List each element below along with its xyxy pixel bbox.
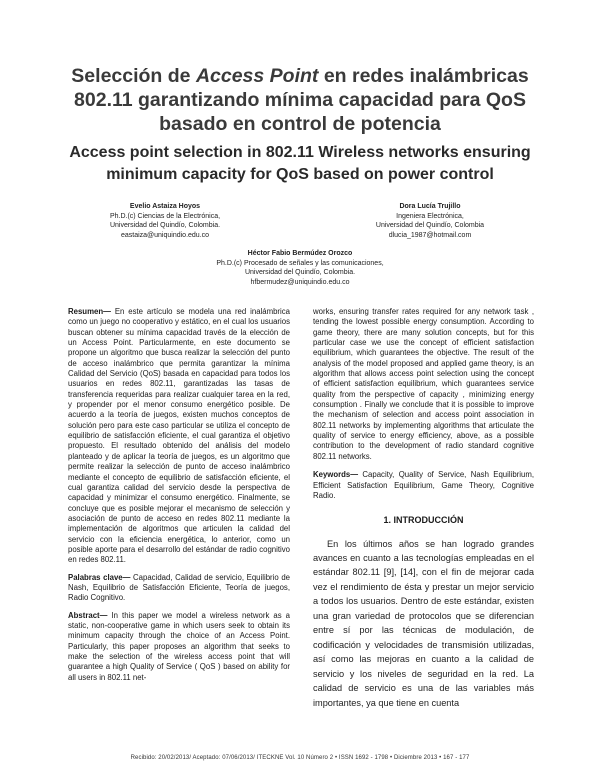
author-name: Evelio Astaiza Hoyos — [129, 203, 201, 210]
author-institution: Universidad del Quindío, Colombia. — [109, 222, 221, 229]
title-spanish-line1: Selección de Access Point en redes inalámbricas — [71, 65, 529, 87]
palabras-clave-paragraph — [68, 573, 290, 604]
title-spanish-line3: basado en control de potencia — [159, 113, 441, 135]
author-email[interactable]: eastaiza@uniquindio.edu.co — [120, 231, 210, 239]
title-english-line2: minimum capacity for QoS based on power control — [106, 166, 494, 183]
introduccion-text: En los últimos años se han logrado grandes avances en cuanto a las tecnologías empleadas en el estándar 802.11 [9], [14], con el fin de mejorar cada vez el rendimiento de ésta y prestar un mejor servicio a todos los usuarios. Dentro de este estándar, existen una gran variedad de protocolos que se diferencian entre sí por las técnicas de modulación, de codificación y velocidades de transmisión utilizadas, así como las mejoras en cuanto a la calidad de servicio y los niveles de seguridad en la red. La calidad de servicio es una de las variables más importantes, ya que tiene en cuenta — [313, 538, 534, 708]
title-english — [30, 142, 570, 186]
author-email[interactable]: hfbermudez@uniquindio.edu.co — [250, 278, 350, 286]
keywords-paragraph — [313, 470, 534, 501]
resumen-label: Resumen— — [68, 307, 111, 316]
author-affiliation: Ph.D.(c) Ciencias de la Electrónica, — [109, 212, 221, 220]
author-email[interactable]: dlucia_1987@hotmail.com — [388, 231, 472, 239]
title-spanish-line2: 802.11 garantizando mínima capacidad para QoS — [74, 89, 526, 111]
author-name: Dora Lucía Trujillo — [399, 203, 461, 210]
title-english-line1: Access point selection in 802.11 Wireless networks ensuring — [69, 144, 531, 161]
section-heading-introduccion: 1. INTRODUCCIÓN — [383, 515, 464, 526]
author-institution: Universidad del Quindío, Colombia — [375, 222, 485, 229]
author-affiliation: Ph.D.(c) Procesado de señales y las comunicaciones, — [216, 259, 384, 267]
left-column — [68, 307, 290, 683]
keywords-text: Capacity, Quality of Service, Nash Equilibrium, Efficient Satisfaction Equilibrium, Game Theory, Cognitive Radio. — [313, 470, 534, 500]
author-block-2 — [350, 202, 510, 240]
abstract-continuation: works, ensuring transfer rates required for any network task , tending the lowest possible energy consumption. According to game theory, there are many solution concepts, but for this particular case we use the concept of efficient satisfaction equilibrium, which guarantees the objective. The result of the analysis of the model proposed and applied game theory, is an algorithm that allows access point selection using the concept of efficient satisfaction equilibrium, which guarantees service quality from the perspective of capacity , minimizing energy consumption . Finally we conclude that it is possible to improve the mechanism of selection and access point association in 802.11 networks by implementing algorithms that articulate the quality of service to energy efficiency, above, as a possible contribution to the development of radio standard cognitive 802.11 networks. — [313, 307, 534, 461]
page-footer: Recibido: 20/02/2013/ Aceptado: 07/06/2013/ ITECKNE Vol. 10 Número 2 • ISSN 1692 - 1798 • Diciembre 2013 • 167 - 177 — [130, 755, 470, 761]
palabras-clave-label: Palabras clave— — [68, 572, 131, 582]
author-block-3 — [185, 249, 415, 287]
title-spanish — [30, 64, 570, 136]
keywords-label: Keywords— — [313, 470, 359, 480]
abstract-label: Abstract— — [68, 610, 108, 620]
resumen-text: En este artículo se modela una red inalámbrica como un juego no cooperativo y estático, en el cual los usuarios buscan obtener su mínima capacidad través de la elección de un Access Point. Particularmente, en este documento se propone un algoritmo que busca realizar la selección del punto de acceso inalámbrico que permita garantizar la mínima Calidad del Servicio (QoS) basada en capacidad para todos los usuarios en redes 802.11, garantizadas las tasas de transferencia requeridas para realizar cualquier tarea en la red, y propender por el menor consumo energético posible. De acuerdo a la teoría de juegos, existen muchos conceptos de solución pero para este caso particular se utiliza el concepto de equilibrio de satisfacción eficiente, el cual garantiza el objetivo propuesto. El resultado obtenido del análisis del modelo planteado y de aplicar la teoría de juegos, es un algoritmo que permite realizar la selección de punto de acceso inalámbrico mediante el concepto de equilibrio de satisfacción eficiente, el cual garantiza calidad del servicio desde la perspectiva de capacidad y minimizar el consumo energético. Finalmente, se concluye que es posible mejorar el mecanismo de selección y asociación de punto de acceso en redes 802.11 mediante la implementación de algoritmos que articulen la calidad del servicio con la eficiencia energética, lo anterior, como un posible aporte para el desarrollo del estándar de radio cognitivo en redes 802.11. — [68, 307, 290, 565]
resumen-paragraph — [68, 307, 290, 566]
author-affiliation: Ingeniera Electrónica, — [396, 212, 464, 220]
right-column — [313, 307, 534, 710]
abstract-paragraph — [68, 611, 290, 683]
author-name: Héctor Fabio Bermúdez Orozco — [247, 250, 353, 257]
abstract-text: In this paper we model a wireless network as a static, non-cooperative game in which users seek to obtain its minimum capacity through the choice of an Access Point. Particularly, this paper proposes an algorithm that seeks to make the selection of the wireless access point that will guarantee a high Quality of Service ( QoS ) based on ability for all users in 802.11 net- — [68, 610, 290, 682]
palabras-clave-text: Capacidad, Calidad de servicio, Equilibrio de Nash, Equilibrio de Satisfacción Eficiente, Teoría de juegos, Radio Cognitivo. — [68, 572, 290, 603]
author-institution: Universidad del Quindío, Colombia. — [244, 269, 356, 276]
author-block-1 — [90, 202, 240, 240]
